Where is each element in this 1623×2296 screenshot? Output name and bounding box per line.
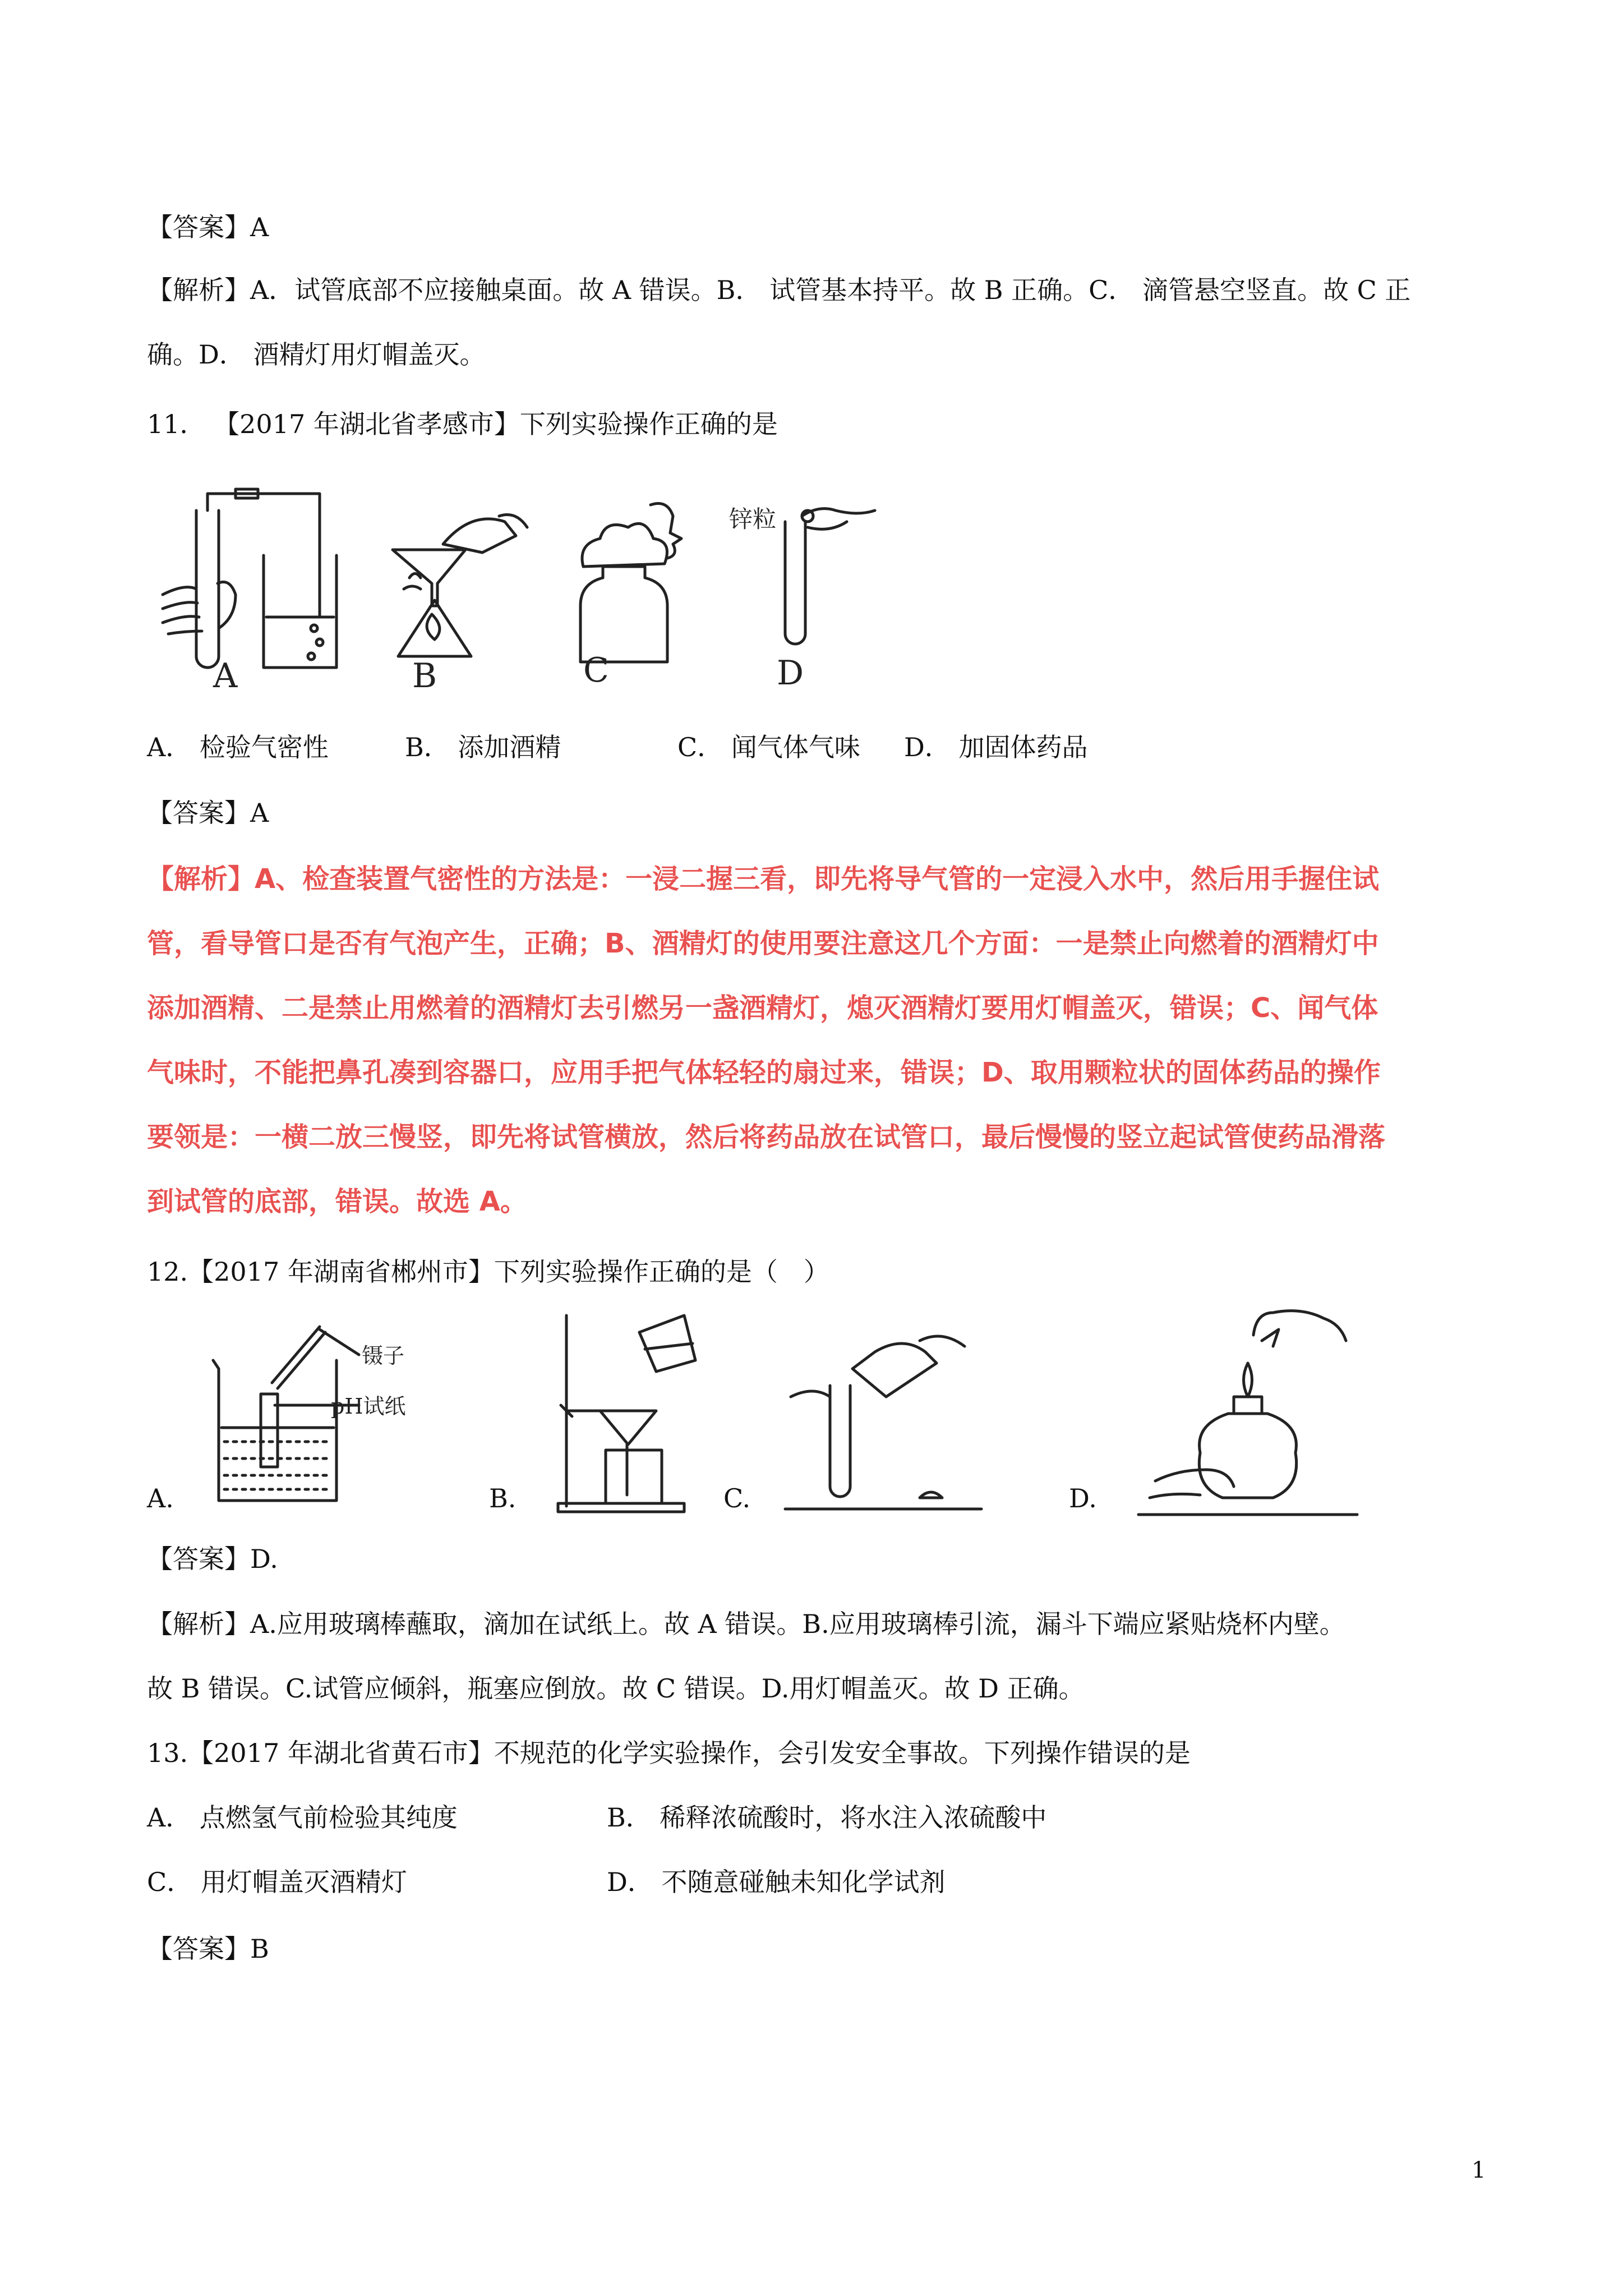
q11-figure-b bbox=[387, 505, 533, 696]
q12-label-d: D. bbox=[1069, 1483, 1097, 1513]
q13-option-d: D． 不随意碰触未知化学试剂 bbox=[607, 1867, 946, 1897]
question-title-12: 12.【2017 年湖南省郴州市】下列实验操作正确的是（ ） bbox=[147, 1257, 829, 1287]
fig-label-b: B bbox=[412, 656, 437, 696]
q12-label-a: A. bbox=[147, 1483, 174, 1513]
q12-analysis-line: 【解析】A.应用玻璃棒蘸取，滴加在试纸上。故 A 错误。B.应用玻璃棒引流，漏斗下端应紧贴烧杯内壁。 bbox=[147, 1609, 1345, 1639]
q11-analysis-line: 管，看导管口是否有气泡产生，正确；B、酒精灯的使用要注意这几个方面：一是禁止向燃着的酒精灯中 bbox=[147, 928, 1379, 959]
fig-text-tweezers: 镊子 bbox=[362, 1343, 405, 1368]
question-title-13: 13.【2017 年湖北省黄石市】不规范的化学实验操作，会引发安全事故。下列操作错误的是 bbox=[147, 1738, 1191, 1768]
q11-option-d: D． 加固体药品 bbox=[904, 732, 1088, 762]
fig-label-d: D bbox=[777, 654, 804, 693]
q13-option-c: C． 用灯帽盖灭酒精灯 bbox=[147, 1867, 407, 1897]
analysis-line: 确。D． 酒精灯用灯帽盖灭。 bbox=[147, 339, 486, 370]
answer-line: 【答案】A bbox=[147, 212, 269, 242]
q13-option-a: A． 点燃氢气前检验其纯度 bbox=[147, 1802, 458, 1833]
q12-figure-a bbox=[208, 1315, 443, 1517]
q12-label-b: B. bbox=[489, 1483, 517, 1513]
q11-analysis-line: 到试管的底部，错误。故选 A。 bbox=[147, 1186, 527, 1217]
q11-analysis-line: 【解析】A、检查装置气密性的方法是：一浸二握三看，即先将导气管的一定浸入水中，然后用手握住试 bbox=[147, 863, 1380, 895]
question-title-11: 11． 【2017 年湖北省孝感市】下列实验操作正确的是 bbox=[147, 409, 778, 439]
q12-analysis-line: 故 B 错误。C.试管应倾斜，瓶塞应倒放。故 C 错误。D.用灯帽盖灭。故 D 正确。 bbox=[147, 1673, 1085, 1704]
q12-figure-b bbox=[555, 1310, 701, 1523]
fig-label-c: C bbox=[583, 651, 609, 690]
q12-answer: 【答案】D. bbox=[147, 1544, 278, 1574]
q12-figure-d bbox=[1133, 1301, 1368, 1526]
analysis-line: 【解析】A．试管底部不应接触桌面。故 A 错误。B． 试管基本持平。故 B 正确。C． 滴管悬空竖直。故 C 正 bbox=[147, 275, 1411, 305]
q11-option-b: B． 添加酒精 bbox=[405, 732, 561, 762]
q13-answer: 【答案】B bbox=[147, 1934, 269, 1964]
fig-text-ph-paper: pH试纸 bbox=[331, 1394, 406, 1419]
q11-figure-a bbox=[151, 488, 353, 696]
fig-text-zinc: 锌粒 bbox=[729, 505, 777, 533]
q12-label-c: C. bbox=[723, 1483, 751, 1513]
q11-analysis-line: 气味时，不能把鼻孔凑到容器口，应用手把气体轻轻的扇过来，错误；D、取用颗粒状的固体药品的操作 bbox=[147, 1057, 1381, 1088]
q11-analysis-line: 添加酒精、二是禁止用燃着的酒精灯去引燃另一盏酒精灯，熄灭酒精灯要用灯帽盖灭，错误；C、闻气体 bbox=[147, 992, 1378, 1024]
q11-figure-d bbox=[723, 488, 903, 693]
q12-figure-c bbox=[780, 1318, 993, 1515]
page-number: 1 bbox=[1472, 2157, 1486, 2183]
q13-option-b: B． 稀释浓硫酸时，将水注入浓硫酸中 bbox=[607, 1802, 1047, 1833]
fig-label-a: A bbox=[213, 656, 238, 696]
q11-analysis-line: 要领是：一横二放三慢竖，即先将试管横放，然后将药品放在试管口，最后慢慢的竖立起试管使药品滑落 bbox=[147, 1121, 1386, 1153]
q11-answer: 【答案】A bbox=[147, 798, 269, 828]
q11-option-a: A． 检验气密性 bbox=[147, 732, 329, 762]
q11-figure-c bbox=[561, 494, 707, 690]
q11-option-c: C． 闻气体气味 bbox=[677, 732, 860, 762]
